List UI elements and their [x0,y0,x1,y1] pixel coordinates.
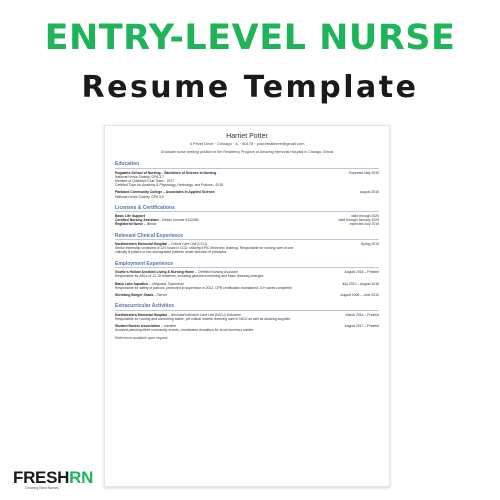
section-heading: Employment Experience [115,261,379,269]
entry-date: August 2016 – Present [344,270,379,275]
entry-role: – Lifeguard, Supervisor [147,281,184,286]
license-name: Basic Life Support [115,214,145,219]
entry-role: – Critical Care Unit (CCU) [167,242,207,246]
entry-title: Northwestern Memorial Hospital [115,242,167,246]
entry-line: Assisted planning three community events, coordinated donations for local homeless shelter [115,328,254,333]
entry-title: Northwestern Memorial Hospital [115,312,167,317]
entry-title: Godric's Hollow Assisted Living & Nursing Home [115,270,195,275]
employment-entry [115,270,379,278]
employment-entry [115,293,379,297]
entry-line: Senior internship consisted of 120 hours in CCU, utilizing EPIC electronic charting. Responsible for nursing care of one [115,246,294,251]
extracurricular-entry [115,313,379,321]
entry-date: Expected May 2019 [349,170,379,175]
page-title: ENTRY-LEVEL NURSE [44,18,456,58]
entry-line: critically ill patient or two downgraded patients under direction of preceptor. [115,250,228,255]
entry-date: August 2006 – June 2010 [340,292,379,297]
license-date: expected July 2019 [349,222,379,227]
license-item [115,222,379,226]
entry-line: Responsible for ADLs of 12-18 residents, including glucose monitoring and basic dressing changes [115,274,264,279]
license-name: Registered Nurse [115,222,144,227]
freshrn-logo [13,469,93,490]
licenses-section [115,205,379,227]
section-heading: Relevant Clinical Experience [115,233,379,241]
section-heading: Licenses & Certifications [115,205,379,213]
section-heading: Education [115,161,379,169]
entry-date: Spring 2019 [360,242,379,246]
resume-objective: Graduate nurse seeking position in the Residency Program at Amazing Memorial Hospital in Chicago, Illinois [160,150,334,154]
employment-section [115,261,379,298]
clinical-entry [115,242,379,255]
entry-line: Responsible for safety of patrons, promoted to supervisor in 2012, CPR certification maintained, 10+ saves completed [115,285,292,290]
entry-role: – Certified Nursing Assistant [194,270,238,275]
entry-role: – Neonatal Intensive Care Unit (NICU) Volunteer [167,312,241,317]
entry-role: – member [160,324,177,329]
entry-title: Hogwarts School of Nursing – Bachelors of Science in Nursing [115,170,217,175]
entry-title: Student Nurses Association [115,324,161,329]
entry-date: March 2016 – Present [345,312,379,317]
entry-date: August 2016 [359,190,379,195]
entry-line: Certified Tutor for Anatomy & Physiology, Herbology, and Potions - 2018 [115,183,224,188]
education-entry [115,190,379,198]
logo-fresh-text: FRESH [13,468,70,487]
entry-title: Shrieking Burger Shack [115,292,154,297]
education-section [115,161,379,199]
extracurricular-entry [115,324,379,332]
license-detail: – Illinois [143,222,157,227]
education-entry [115,171,379,188]
entry-date: July 2010 – August 2016 [341,281,379,286]
resume-sheet [104,125,390,487]
entry-role: – Server [153,292,168,297]
entry-line: Responsible for rocking and comforting stable, yet critical, infants receiving care in NICU as well as stocking supplies [115,316,291,321]
entry-line: National Honor Society; GPA 3.7 [115,174,164,179]
employment-entry [115,282,379,290]
license-date: valid through January 2020 [338,218,379,223]
resume-contact: 4 Privet Drive · Chicago · IL · 60176 · youremailhere@gmail.com [189,141,305,146]
section-heading: Extracurricular Activities [115,303,379,311]
clinical-section [115,233,379,255]
extracurricular-section [115,303,379,332]
logo-tagline: Growing New Nurses [25,486,59,490]
entry-title: Parkland Community College – Associates in Applied Science [115,190,215,195]
entry-date: August 2017 – Present [344,324,379,329]
entry-title: Black Lake Aquatics [115,281,148,286]
license-detail: – Illinois License #122456 [158,218,199,223]
references-note: References available upon request [115,336,168,341]
resume-name: Harriet Potter [226,133,268,140]
license-name: Certified Nursing Assistant [115,218,159,223]
license-date: valid through 2020 [351,214,379,219]
logo-rn-text: RN [69,468,94,487]
entry-line: Member of Quidditch Club Team - 2017 [115,178,175,183]
page-subtitle: Resume Template [81,70,419,105]
entry-line: National Honor Society, GPA 3.8 [115,194,164,199]
